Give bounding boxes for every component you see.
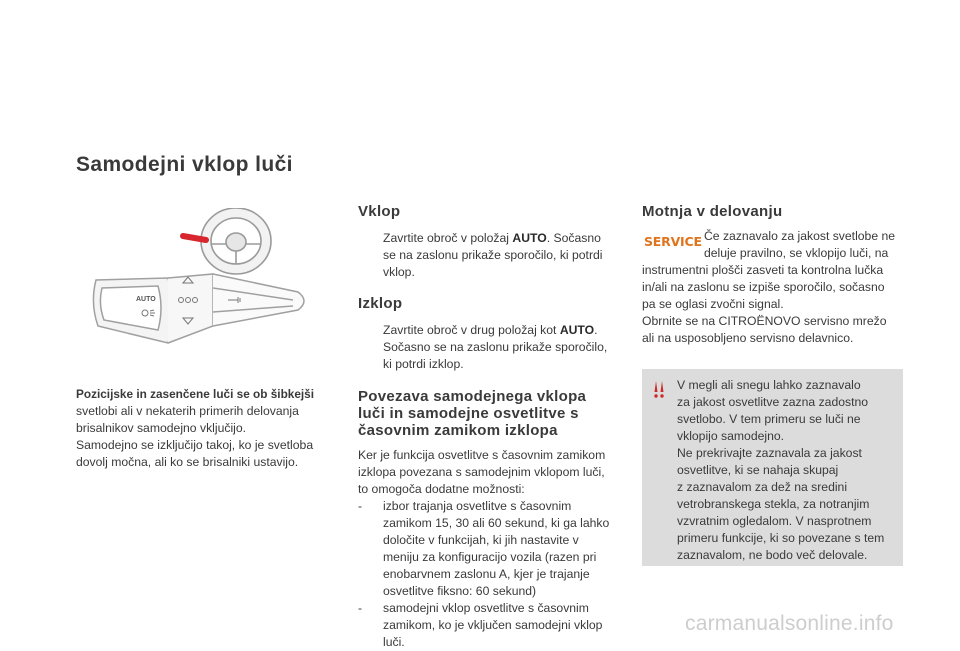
izklop-line-1 [383,322,623,339]
caption-line: Samodejno se izključijo takoj, ko je svetloba [76,438,314,452]
list-item-line: zamikom, ko je vključen samodejni vklop luči. [383,618,603,649]
intro-line: izklopa povezana s samodejnim vklopom luči, [358,465,605,479]
stalk-auto-label: AUTO [136,296,156,303]
vklop-text: . Sočasno [546,231,601,245]
warning-text [677,377,892,564]
motnja-line: ali na usposobljeno servisno delavnico. [642,331,854,345]
vklop-instruction [358,230,623,281]
izklop-instruction [358,322,623,373]
heading-line: luči in samodejne osvetlitve s [358,405,579,422]
heading-line: časovnim zamikom izklopa [358,422,558,439]
warning-line: vklopijo samodejno. [677,429,785,443]
right-column [642,203,904,347]
warning-box [642,369,903,566]
list-item [358,498,623,600]
auto-keyword: AUTO [559,323,595,337]
warning-line: V megli ali snegu lahko zaznavalo [677,378,861,392]
light-stalk-drawing [88,208,328,358]
list-item-line: meniju za konfiguracijo vozila (razen pri [383,550,597,564]
warning-line: z zaznavalom za dež na sredini [677,480,848,494]
stalk-icon [93,274,304,343]
izklop-line-3: ki potrdi izklop. [383,357,464,371]
povezava-heading [358,388,623,439]
list-item-line: zamikom 15, 30 ali 60 sekund, ki ga lahko [383,516,610,530]
page-title: Samodejni vklop luči [76,153,293,176]
warning-line: Ne prekrivajte zaznavala za jakost [677,446,862,460]
warning-line: vzvratnim ogledalom. V nasprotnem [677,514,872,528]
motnja-line: instrumentni plošči zasveti ta kontrolna lučka [642,263,884,277]
caption-line: brisalnikov samodejno vključijo. [76,421,247,435]
light-stalk-illustration [88,208,328,358]
caption-title: Pozicijske in zasenčene luči se ob šibkejši [76,387,315,401]
warning-line: svetlobo. V tem primeru se luči ne [677,412,861,426]
list-item-line: izbor trajanja osvetlitve s časovnim [383,499,572,513]
vklop-line-1 [383,230,623,247]
motnja-line: pa se oglasi zvočni signal. [642,297,784,311]
warning-line: vetrobranskega stekla, za notranjim [677,497,870,511]
dash-bullet: - [358,601,363,615]
highlighted-stalk-icon [183,236,206,240]
intro-line: Ker je funkcija osvetlitve s časovnim zamikom [358,448,606,462]
povezava-body [358,447,623,651]
vklop-line-2: se na zaslonu prikaže sporočilo, ki potrdi [383,248,603,262]
list-item-line: enobarvnem zaslonu A, kjer je trajanje [383,567,590,581]
motnja-line: Obrnite se na CITROËNOVO servisno mrežo [642,314,887,328]
list-item-line: določite v funkcijah, ki jih nastavite v [383,533,579,547]
list-item-line: samodejni vklop osvetlitve s časovnim [383,601,589,615]
heading-line: Povezava samodejnega vklopa [358,388,587,405]
vklop-line-3: vklop. [383,265,415,279]
watermark: carmanualsonline.info [685,612,894,635]
intro-line: to omogoča dodatne možnosti: [358,482,525,496]
motnja-line: Če zaznavalo za jakost svetlobe ne [704,229,896,243]
illustration-caption [76,386,326,471]
vklop-heading: Vklop [358,203,401,220]
middle-column [358,203,623,651]
warning-line: osvetlitve, ki se nahaja skupaj [677,463,839,477]
motnja-line: deluje pravilno, se vklopijo luči, na [704,246,889,260]
service-warning-icon: SERVICE [644,234,702,249]
izklop-heading: Izklop [358,295,403,312]
list-item-line: osvetlitve fiksno: 60 sekund) [383,584,537,598]
auto-keyword: AUTO [512,231,547,245]
steering-wheel-icon [201,208,271,274]
izklop-text: Zavrtite obroč v drug položaj kot [383,323,560,337]
list-item [358,600,623,651]
motnja-heading: Motnja v delovanju [642,203,783,220]
caption-line: svetlobi ali v nekaterih primerih delovanja [76,404,299,418]
izklop-line-2: Sočasno se na zaslonu prikaže sporočilo, [383,340,608,354]
motnja-line: in/ali na zaslonu se izpiše sporočilo, sočasno [642,280,885,294]
warning-line: zaznavalom, ne bodo več delovale. [677,548,868,562]
izklop-text: . [594,323,598,337]
warning-line: za jakost osvetlitve zazna zadostno [677,395,869,409]
warning-line: primeru funkcije, ki so povezane s tem [677,531,885,545]
caption-line: dovolj močna, ali ko se brisalniki ustavijo. [76,455,299,469]
warning-exclamation-icon [648,379,670,401]
dash-bullet: - [358,499,363,513]
vklop-text: Zavrtite obroč v položaj [383,231,513,245]
